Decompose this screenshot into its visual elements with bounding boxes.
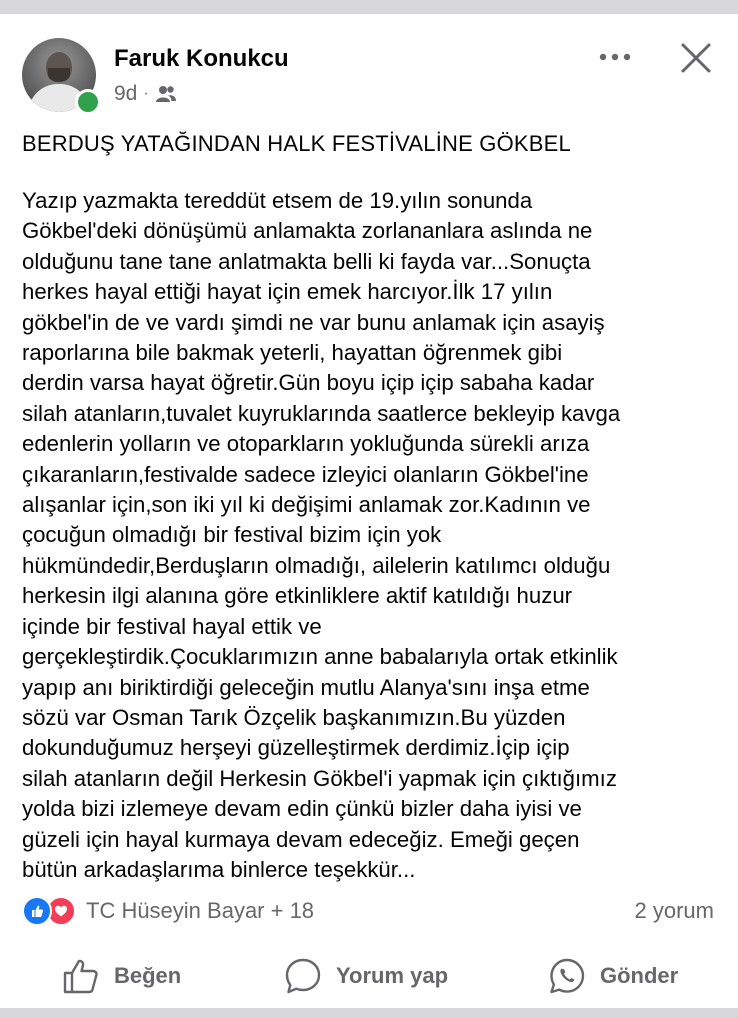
meta-separator: · (143, 85, 149, 102)
post-meta (114, 81, 177, 107)
comment-label: Yorum yap (336, 963, 449, 988)
like-button[interactable] (62, 950, 181, 1002)
comment-button[interactable] (284, 950, 448, 1002)
send-label: Gönder (600, 963, 679, 988)
post-headline: BERDUŞ YATAĞINDAN HALK FESTİVALİNE GÖKBEL (22, 131, 571, 156)
thumbs-up-icon (62, 958, 100, 994)
reactors-text[interactable]: TC Hüseyin Bayar + 18 (86, 898, 315, 923)
reactions-summary[interactable] (22, 896, 314, 926)
friends-audience-icon[interactable] (155, 85, 177, 103)
like-label: Beğen (114, 963, 182, 988)
bottom-divider (0, 1008, 738, 1018)
whatsapp-icon (548, 957, 586, 995)
online-status-icon (75, 89, 101, 115)
send-button[interactable] (548, 950, 678, 1002)
post-actions (0, 950, 738, 1002)
top-divider (0, 0, 738, 14)
comment-bubble-icon (284, 957, 322, 995)
like-icon (22, 896, 52, 926)
more-options-icon[interactable] (595, 44, 635, 70)
post-time[interactable]: 9d (114, 82, 138, 105)
avatar-beard (48, 68, 70, 82)
close-icon[interactable] (678, 40, 714, 76)
post-body: Yazıp yazmakta tereddüt etsem de 19.yılın sonunda Gökbel'deki dönüşümü anlamakta zorlananlara aslında ne olduğunu tane tane anlatmakta belli ki fayda var...Sonuçta herkes hayal ettiği hayat için emek harcıyor.İlk 17 yılın gökbel'in de ve vardı şimdi ne var bunu anlamak için asayiş raporlarına bile bakmak yeterli, hayattan öğrenmek gibi derdin varsa hayat öğretir.Gün boyu içip içip sabaha kadar silah atanların,tuvalet kuyruklarında saatlerce bekleyip kavga edenlerin yolların ve otoparkların yokluğunda sürekli arıza çıkaranların,festivalde sadece izleyici olanların Gökbel'ine alışanlar için,son iki yıl ki değişimi anlamak zor.Kadının ve çocuğun olmadığı bir festival bizim için yok hükmündedir,Berduşların olmadığı, ailelerin katılımcı olduğu herkesin ilgi alanına göre etkinliklere aktif katıldığı huzur içinde bir festival hayal ettik ve gerçekleştirdik.Çocuklarımızın anne babalarıyla ortak etkinlik yapıp anı biriktirdiği geleceğin mutlu Alanya'sını inşa etme sözü var Osman Tarık Özçelik başkanımızın.Bu yüzden dokunduğumuz herşeyi güzelleştirmek derdimiz.İçip içip silah atanların değil Herkesin Gökbel'i yapmak için çıktığımız yolda bizi izlemeye devam edin çünkü bizler daha iyisi ve güzeli için hayal kurmaya devam edeceğiz. Emeği geçen bütün arkadaşlarıma binlerce teşekkür... (22, 188, 621, 882)
comments-count[interactable]: 2 yorum (634, 898, 714, 923)
author-name[interactable]: Faruk Konukcu (114, 45, 289, 72)
